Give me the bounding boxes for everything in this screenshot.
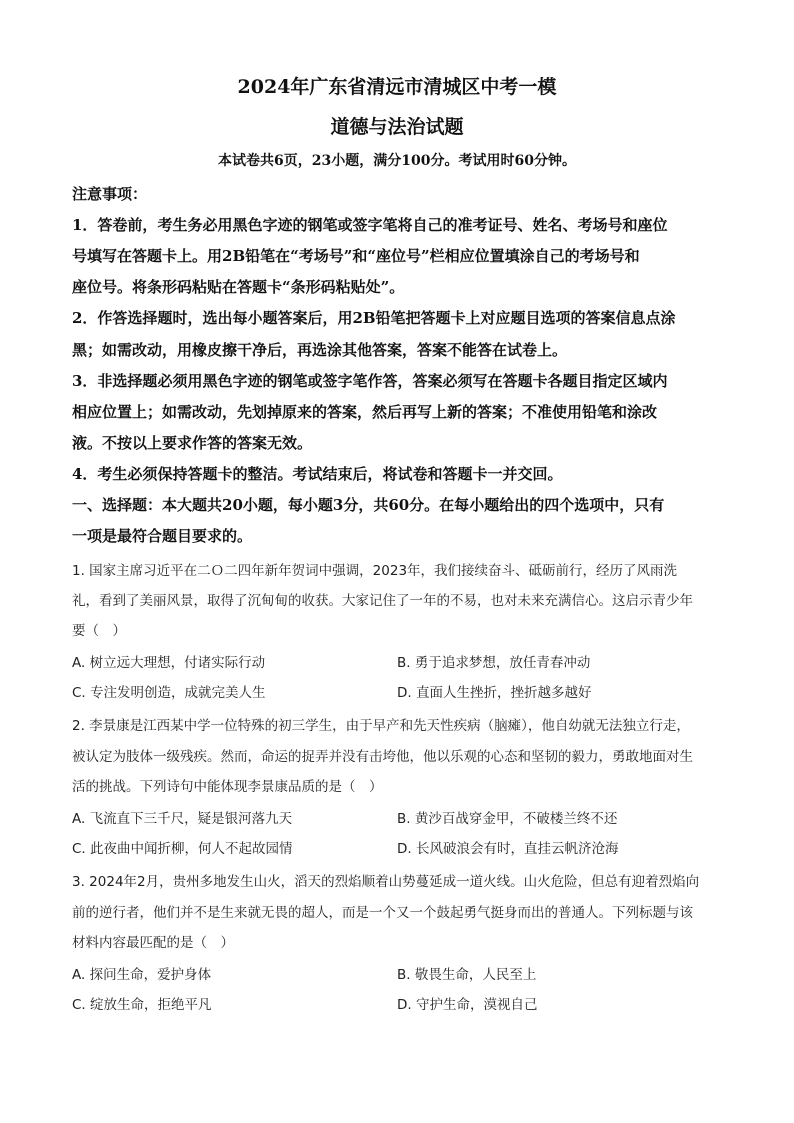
question-3-text: 3. 2024年2月，贵州多地发生山火，滔天的烈焰顺着山势蔓延成一道火线。山火危险，但总有迎着烈焰向: [72, 874, 700, 890]
question-3-option-c: C. 绽放生命，拒绝平凡: [72, 997, 212, 1013]
question-3-option-d: D. 守护生命，漠视自己: [397, 997, 538, 1013]
question-1-option-d: D. 直面人生挫折，挫折越多越好: [397, 685, 592, 701]
question-3-option-a: A. 探问生命，爱护身体: [72, 967, 212, 983]
notice-line: 液。不按以上要求作答的答案无效。: [72, 434, 313, 452]
exam-subtitle: 道德与法治试题: [330, 116, 464, 138]
question-1-text: 礼，看到了美丽风景，取得了沉甸甸的收获。大家记住了一年的不易，也对未来充满信心。这启示青少年: [72, 593, 693, 609]
question-2-text: 被认定为肢体一级残疾。然而，命运的捉弄并没有击垮他，他以乐观的心态和坚韧的毅力，勇敢地面对生: [72, 749, 693, 765]
question-2-option-b: B. 黄沙百战穿金甲，不破楼兰终不还: [397, 811, 618, 827]
section-heading: 一项是最符合题目要求的。: [72, 527, 253, 545]
section-heading: 一、选择题：本大题共20小题，每小题3分，共60分。在每小题给出的四个选项中，只有: [72, 496, 665, 514]
question-2-text: 活的挑战。下列诗句中能体现李景康品质的是（ ）: [72, 779, 383, 795]
notice-line: 4．考生必须保持答题卡的整洁。考试结束后，将试卷和答题卡一并交回。: [72, 465, 563, 483]
notice-line: 1．答卷前，考生务必用黑色字迹的钢笔或签字笔将自己的准考证号、姓名、考场号和座位: [72, 216, 668, 234]
notice-line: 3．非选择题必须用黑色字迹的钢笔或签字笔作答，答案必须写在答题卡各题目指定区域内: [72, 372, 668, 390]
notice-line: 黑；如需改动，用橡皮擦干净后，再选涂其他答案，答案不能答在试卷上。: [72, 341, 568, 359]
question-2-text: 2. 李景康是江西某中学一位特殊的初三学生，由于早产和先天性疾病（脑瘫），他自幼就无法独立行走，: [72, 718, 690, 734]
question-1-option-b: B. 勇于追求梦想，放任青春冲动: [397, 655, 591, 671]
exam-info: 本试卷共6页，23小题，满分100分。考试用时60分钟。: [218, 153, 576, 169]
question-1-option-a: A. 树立远大理想，付诸实际行动: [72, 655, 266, 671]
question-2-option-c: C. 此夜曲中闻折柳，何人不起故园情: [72, 841, 293, 857]
exam-title: 2024年广东省清远市清城区中考一模: [237, 76, 557, 98]
notice-line: 2．作答选择题时，选出每小题答案后，用2B铅笔把答题卡上对应题目选项的答案信息点涂: [72, 309, 676, 327]
notice-heading: 注意事项：: [72, 185, 148, 203]
question-3-text: 前的逆行者，他们并不是生来就无畏的超人，而是一个又一个鼓起勇气挺身而出的普通人。下列标题与该: [72, 905, 693, 921]
question-1-text: 要（ ）: [72, 623, 126, 639]
question-1-text: 1. 国家主席习近平在二Ｏ二四年新年贺词中强调，2023年，我们接续奋斗、砥砺前行，经历了风雨洗: [72, 563, 678, 579]
notice-line: 相应位置上；如需改动，先划掉原来的答案，然后再写上新的答案；不准使用铅笔和涂改: [72, 403, 658, 421]
question-3-option-b: B. 敬畏生命，人民至上: [397, 967, 537, 983]
question-3-text: 材料内容最匹配的是（ ）: [72, 935, 234, 951]
question-2-option-d: D. 长风破浪会有时，直挂云帆济沧海: [397, 841, 619, 857]
question-1-option-c: C. 专注发明创造，成就完美人生: [72, 685, 266, 701]
question-2-option-a: A. 飞流直下三千尺，疑是银河落九天: [72, 811, 293, 827]
notice-line: 座位号。将条形码粘贴在答题卡“条形码粘贴处”。: [72, 278, 405, 296]
notice-line: 号填写在答题卡上。用2B铅笔在“考场号”和“座位号”栏相应位置填涂自己的考场号和: [72, 247, 640, 265]
